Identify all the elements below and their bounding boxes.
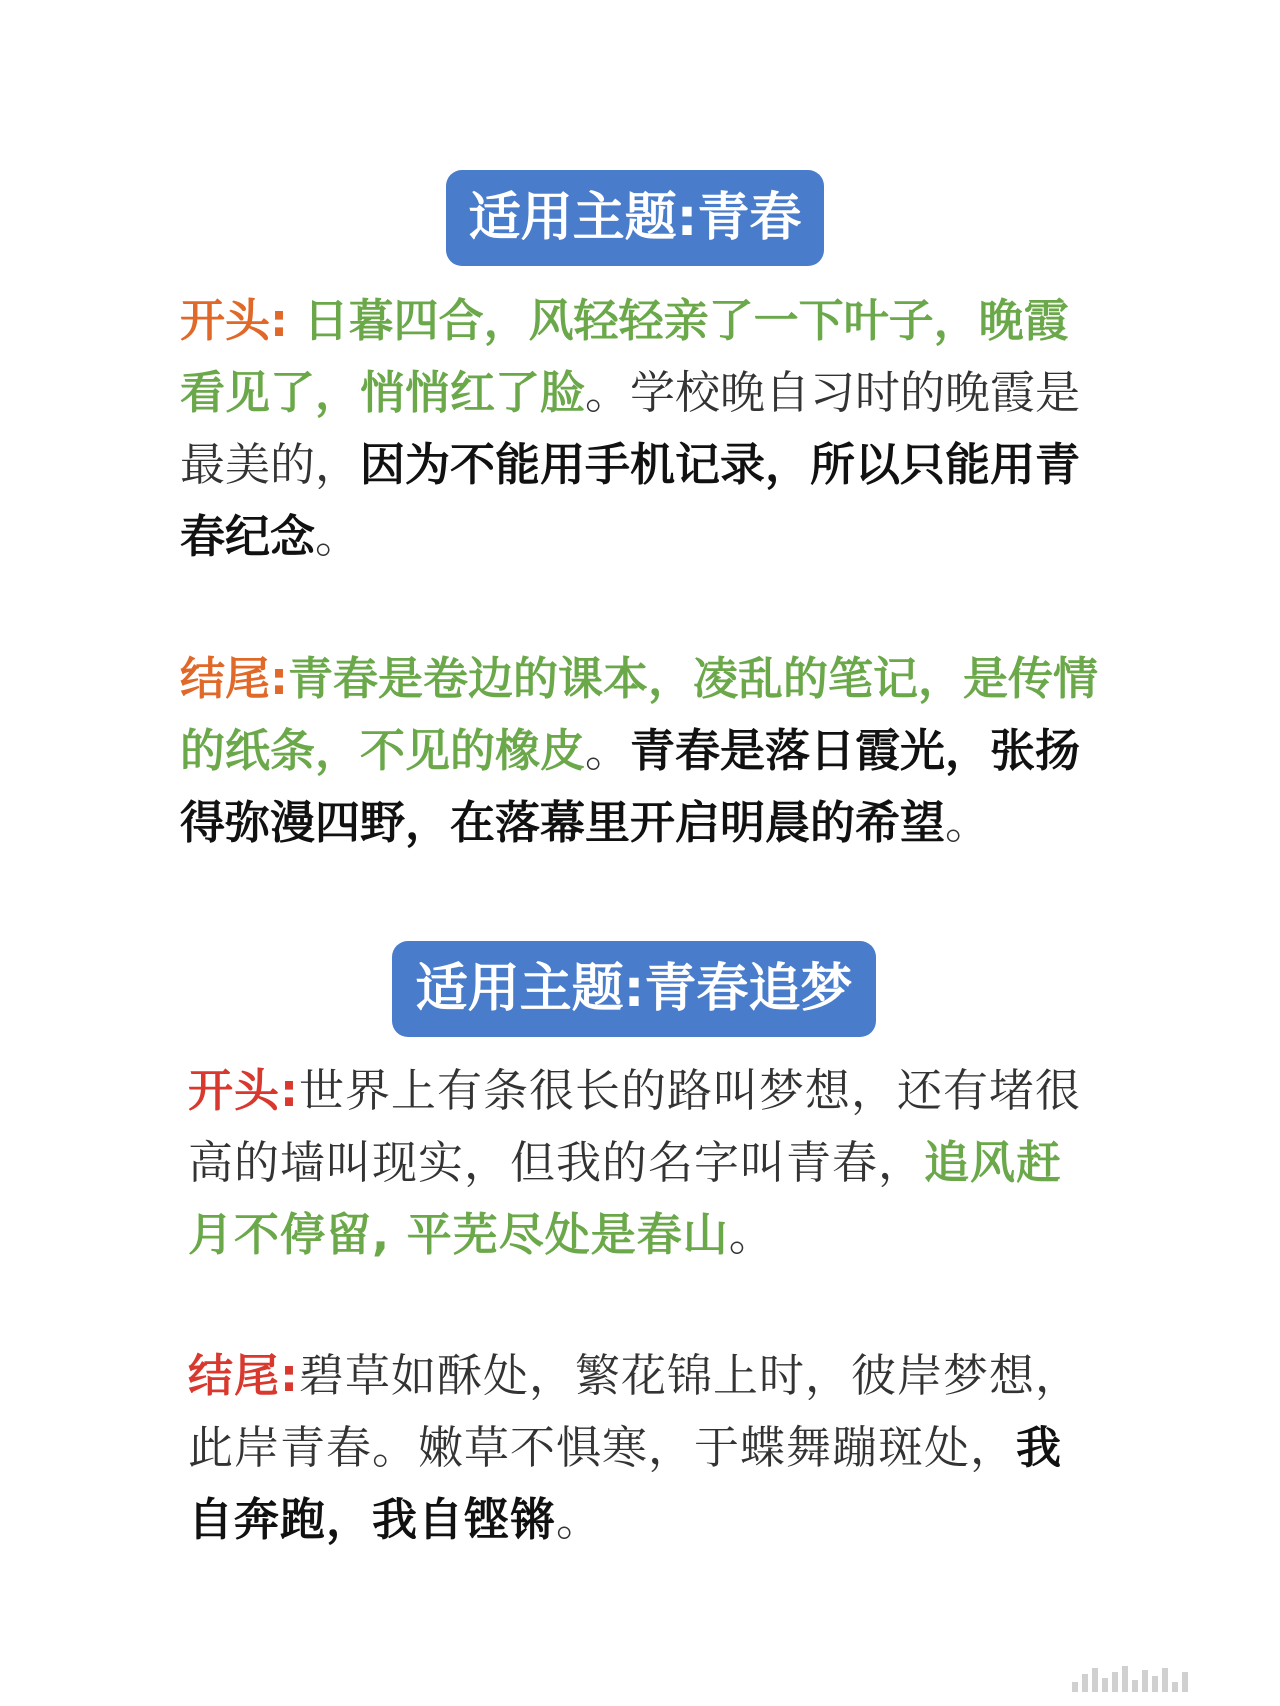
ending-label: 结尾: bbox=[180, 652, 288, 705]
end-punctuation: 。 bbox=[945, 796, 991, 849]
green-highlight-text: 日暮四合，风轻轻亲了一下叶子，晚霞看见了，悄悄红了脸 bbox=[180, 294, 1069, 419]
watermark-logo bbox=[1072, 1666, 1262, 1692]
ending-paragraph-youth-dream bbox=[188, 1340, 1108, 1556]
theme-badge-youth-dream: 适用主题:青春追梦 bbox=[392, 941, 876, 1037]
green-highlight-text: 追风赶月不停留, 平芜尽处是春山 bbox=[188, 1136, 1063, 1261]
opening-label: 开头: bbox=[180, 294, 304, 347]
plain-text: 。学校晚自习时的晚霞是最美的， bbox=[180, 366, 1081, 491]
end-punctuation: 。 bbox=[315, 510, 361, 563]
plain-text: 碧草如酥处，繁花锦上时，彼岸梦想，此岸青春。嫩草不惧寒，于蝶舞蹦斑处， bbox=[188, 1349, 1082, 1474]
opening-paragraph-youth-dream bbox=[188, 1055, 1108, 1271]
bold-text: 我自奔跑，我自铿锵 bbox=[188, 1421, 1063, 1546]
opening-paragraph-youth bbox=[180, 285, 1100, 573]
ending-label: 结尾: bbox=[188, 1349, 299, 1402]
end-punctuation: 。 bbox=[728, 1208, 775, 1261]
green-highlight-text: 青春是卷边的课本，凌乱的笔记，是传情的纸条，不见的橡皮 bbox=[180, 652, 1099, 777]
plain-text: 。 bbox=[585, 724, 631, 777]
theme-badge-youth: 适用主题:青春 bbox=[446, 170, 824, 266]
plain-text: 世界上有条很长的路叫梦想，还有堵很高的墙叫现实，但我的名字叫青春， bbox=[188, 1064, 1082, 1189]
bold-text: 因为不能用手机记录，所以只能用青春纪念 bbox=[180, 438, 1081, 563]
bold-text: 青春是落日霞光，张扬得弥漫四野，在落幕里开启明晨的希望 bbox=[180, 724, 1081, 849]
opening-label: 开头: bbox=[188, 1064, 299, 1117]
ending-paragraph-youth bbox=[180, 643, 1100, 859]
end-punctuation: 。 bbox=[556, 1493, 603, 1546]
